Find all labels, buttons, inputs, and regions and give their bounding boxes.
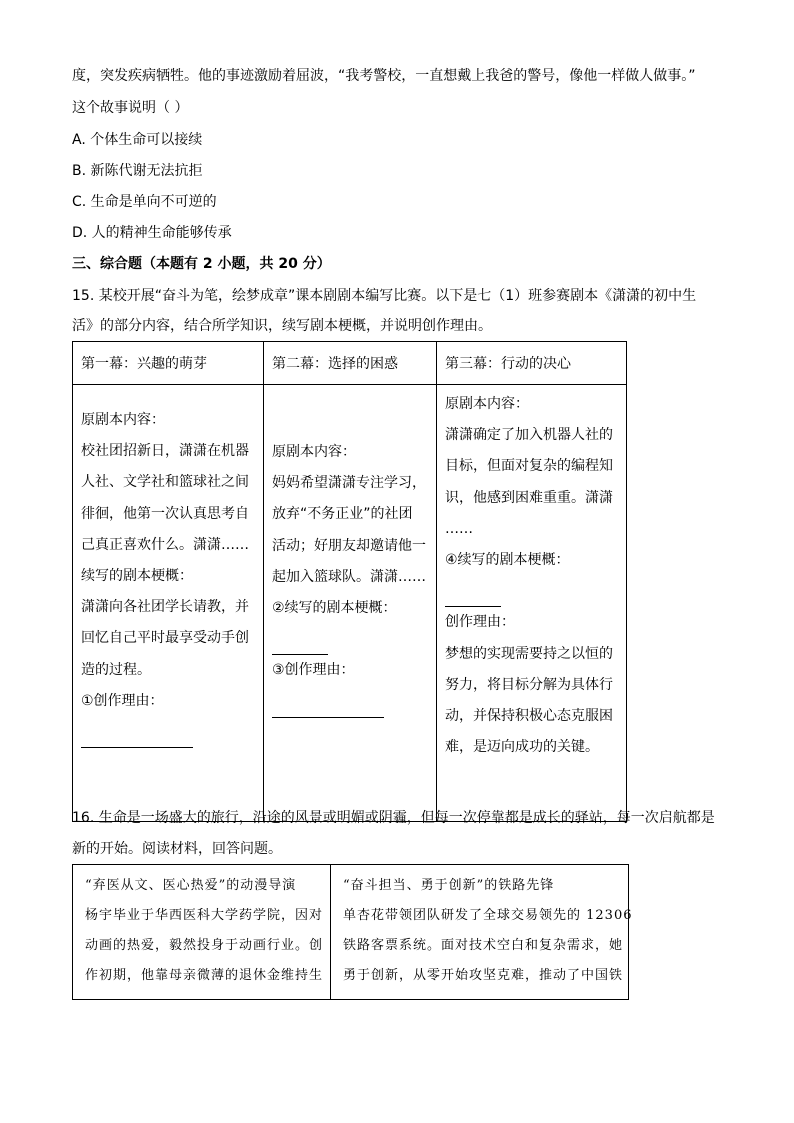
cell-text-line: 梦想的实现需要持之以恒的 [445, 645, 613, 662]
material-table [72, 864, 633, 1000]
cell-text-line: 原剧本内容： [445, 396, 529, 412]
cell-text-line: 识，他感到困难重重。潇潇 [445, 489, 613, 506]
material-2 [331, 865, 633, 1000]
cell-text-line: …… [445, 520, 473, 537]
cell-text-line: 动，并保持积极心态克服困 [445, 708, 613, 725]
cell-text-line: 原剧本内容： [272, 444, 356, 460]
material-title: “弃医从文、医心热爱”的动漫导演 [85, 878, 297, 893]
cell-text-line: 原剧本内容： [81, 412, 165, 428]
cell-text-line: ③创作理由： [272, 662, 355, 679]
cell-text-line: 目标，但面对复杂的编程知 [445, 458, 613, 475]
cell-text-line: 妈妈希望潇潇专注学习， [272, 475, 426, 492]
material-text-line: 铁路客票系统。面对技术空白和复杂需求，她 [343, 938, 624, 953]
act2-content [264, 385, 437, 822]
script-table [72, 341, 627, 822]
option-b[interactable]: B. 新陈代谢无法抗拒 [72, 163, 203, 179]
answer-blank-1[interactable] [81, 717, 255, 748]
cell-text-line: 回忆自己平时最享受动手创 [81, 630, 249, 647]
cell-text-line: ②续写的剧本梗概： [272, 600, 397, 617]
material-text-line: 动画的热爱，毅然投身于动画行业。创 [85, 938, 324, 953]
cell-text-line: 努力，将目标分解为具体行 [445, 676, 613, 693]
cell-text-line: 己真正喜欢什么。潇潇…… [81, 536, 249, 553]
act3-content [437, 385, 627, 822]
q16-text-line: 16. 生命是一场盛大的旅行，沿途的风景或明媚或阴霾，但每一次停靠都是成长的驿站，每一次启航都是 [72, 810, 715, 826]
cell-text-line: 创作理由： [445, 614, 515, 631]
answer-blank-4[interactable] [445, 576, 618, 607]
cell-text-line: 校社团招新日，潇潇在机器 [81, 443, 249, 460]
material-1 [73, 865, 331, 1000]
act1-content [73, 385, 264, 822]
material-text-line: 单杏花带领团队研发了全球交易领先的 12306 [343, 908, 633, 923]
option-a[interactable]: A. 个体生命可以接续 [72, 132, 203, 148]
cell-text-line: 起加入篮球队。潇潇…… [272, 568, 426, 585]
cell-text-line: 徘徊，他第一次认真思考自 [81, 505, 249, 522]
answer-blank-3[interactable] [272, 687, 428, 718]
act3-title: 第三幕：行动的决心 [437, 342, 627, 385]
cell-text-line: 人社、文学社和篮球社之间 [81, 474, 249, 491]
cell-text-line: 造的过程。 [81, 661, 151, 678]
option-d[interactable]: D. 人的精神生命能够传承 [72, 225, 232, 241]
act1-title: 第一幕：兴趣的萌芽 [73, 342, 264, 385]
cell-text-line: 续写的剧本梗概： [81, 568, 193, 585]
material-title: “奋斗担当、勇于创新”的铁路先锋 [343, 878, 555, 893]
q15-text-line: 15. 某校开展“奋斗为笔，绘梦成章”课本剧剧本编写比赛。以下是七（1）班参赛剧本《潇潇的初中生 [72, 288, 697, 304]
q15-text-line: 活》的部分内容，结合所学知识，续写剧本梗概，并说明创作理由。 [72, 318, 492, 334]
cell-text-line: 活动；好朋友却邀请他一 [272, 537, 426, 554]
act2-title: 第二幕：选择的困惑 [264, 342, 437, 385]
material-text-line: 杨宇毕业于华西医科大学药学院，因对 [85, 908, 324, 923]
section-heading: 三、综合题（本题有 2 小题，共 20 分） [72, 256, 331, 272]
question-stem: 这个故事说明（ ） [72, 100, 189, 116]
q16-text-line: 新的开始。阅读材料，回答问题。 [72, 841, 282, 857]
material-text-line: 勇于创新，从零开始攻坚克难，推动了中国铁 [343, 968, 624, 983]
cell-text-line: 潇潇确定了加入机器人社的 [445, 427, 613, 444]
question-text-line: 度，突发疾病牺牲。他的事迹激励着屈波，“我考警校，一直想戴上我爸的警号，像他一样做人做事。” [72, 68, 696, 84]
cell-text-line: ④续写的剧本梗概： [445, 552, 570, 569]
cell-text-line: 难，是迈向成功的关键。 [445, 739, 599, 756]
answer-blank-2[interactable] [272, 624, 428, 655]
cell-text-line: 放弃“不务正业”的社团 [272, 506, 413, 523]
cell-text-line: ①创作理由： [81, 692, 164, 709]
material-text-line: 作初期，他靠母亲微薄的退休金维持生 [85, 968, 324, 983]
cell-text-line: 潇潇向各社团学长请教，并 [81, 599, 249, 616]
option-c[interactable]: C. 生命是单向不可逆的 [72, 194, 217, 210]
